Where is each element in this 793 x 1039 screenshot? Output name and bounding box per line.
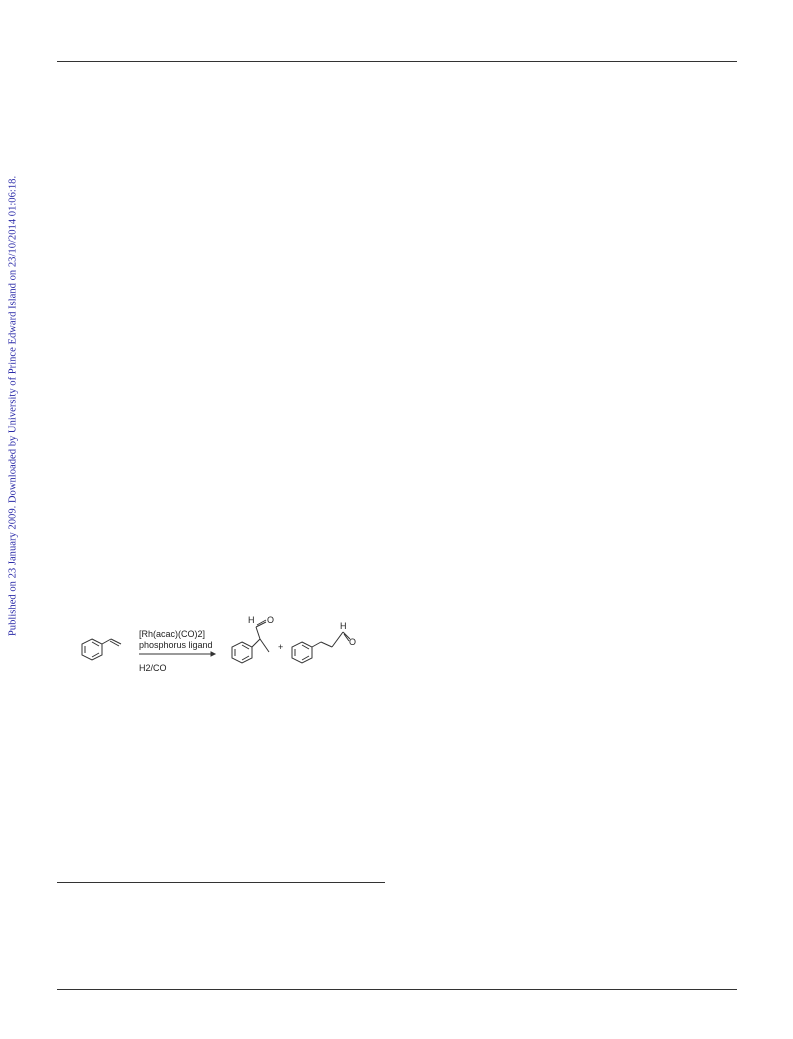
reaction-scheme xyxy=(70,612,380,682)
linear-aldehyde-molecule xyxy=(292,632,350,663)
watermark-text: Published on 23 January 2009. Downloaded by University of Prince Edward Island on 23/10/2014 01:06:18. xyxy=(7,175,19,637)
oxygen-label: O xyxy=(349,637,357,647)
gas-label: H2/CO xyxy=(139,663,167,673)
footnote-rule xyxy=(57,882,385,883)
header-rule xyxy=(57,61,737,62)
oxygen-label: O xyxy=(267,615,275,625)
reaction-scheme-drawing xyxy=(70,612,380,682)
reaction-arrow xyxy=(139,652,215,656)
styrene-molecule xyxy=(82,639,121,660)
branched-aldehyde-molecule xyxy=(232,620,269,663)
catalyst-label: [Rh(acac)(CO)2] xyxy=(139,629,206,639)
hydrogen-label: H xyxy=(340,621,347,631)
ligand-label: phosphorus ligand xyxy=(139,640,213,650)
plus-sign: + xyxy=(278,642,284,652)
hydrogen-label: H xyxy=(248,615,255,625)
footer-rule xyxy=(57,989,737,990)
